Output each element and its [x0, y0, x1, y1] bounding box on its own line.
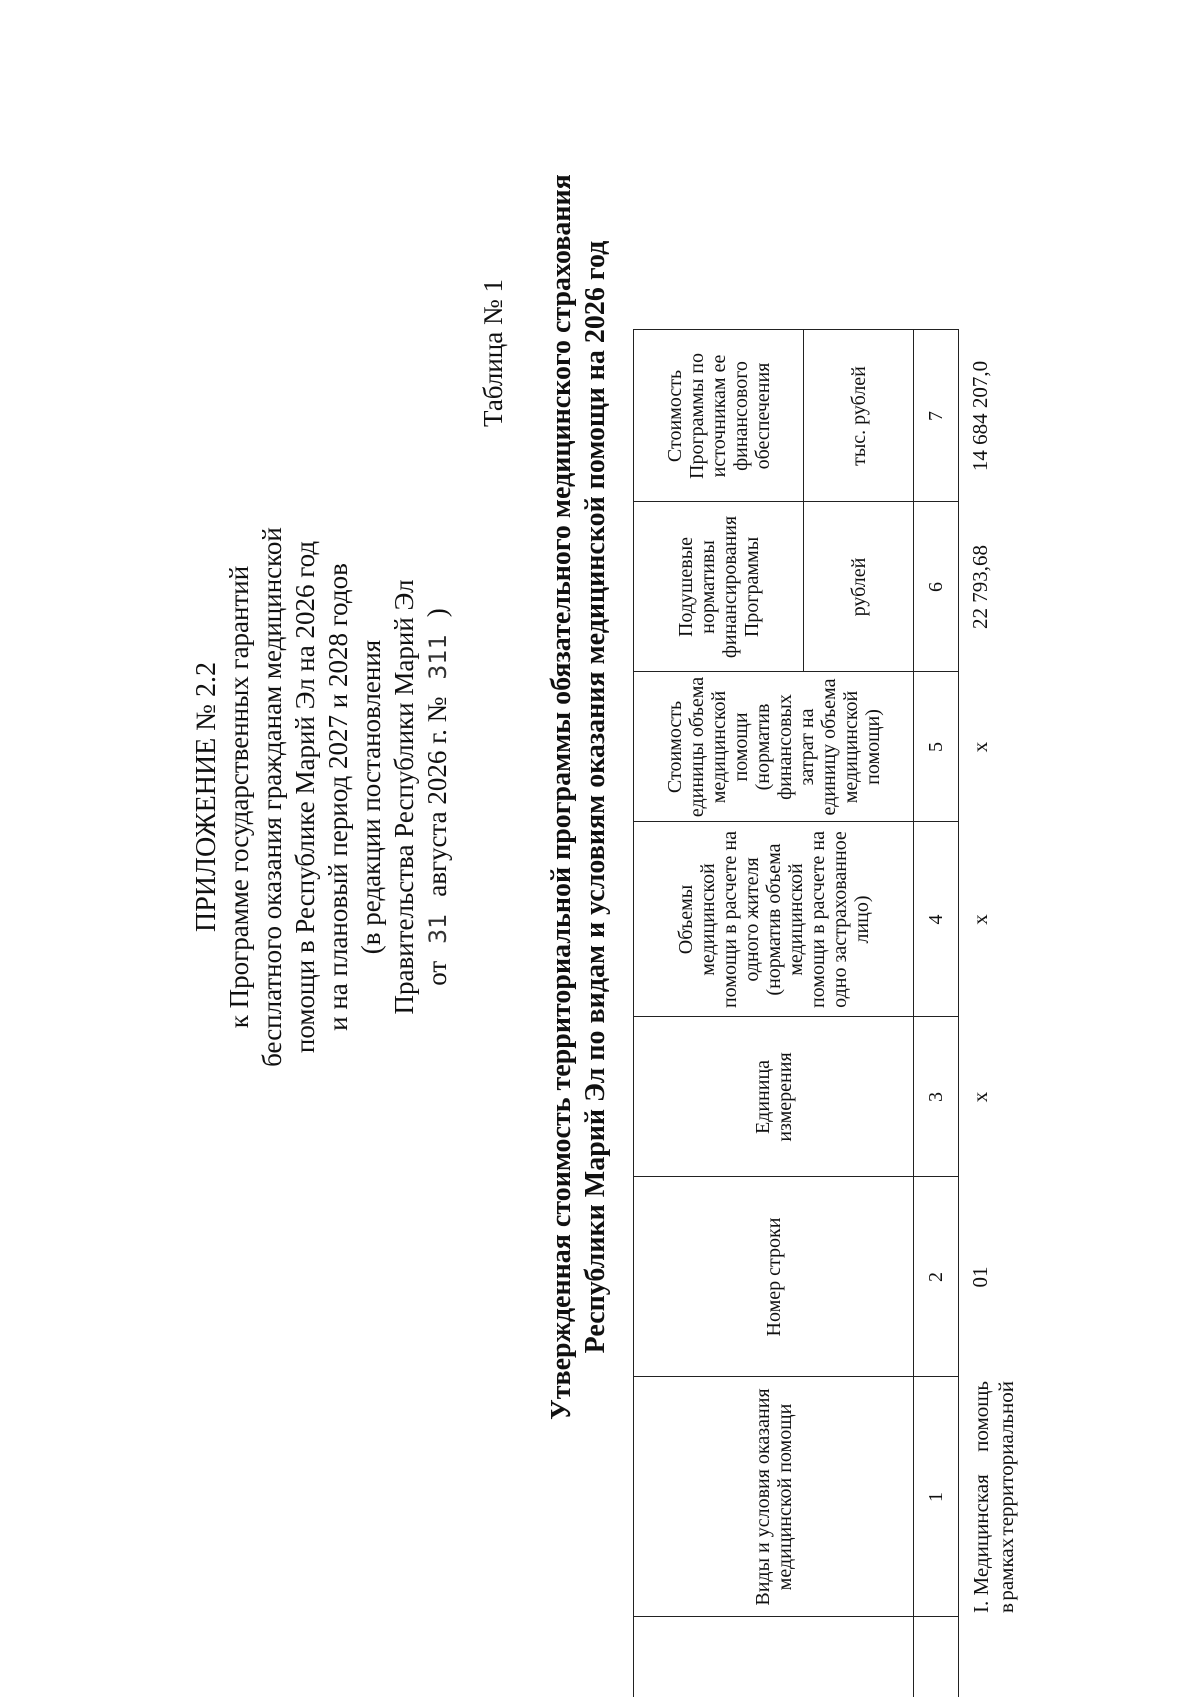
title-line: Утвержденная стоимость территориальной программы обязательного медицинского страхования	[546, 174, 577, 1420]
decree-suffix: )	[422, 608, 452, 618]
table-number: Таблица № 1	[478, 279, 508, 427]
row-per-capita: 22 793,68	[959, 502, 1032, 672]
header-cell: Стоимость единицы объема медицинской помощи (норматив финансовых затрат на единицу объема медицинской помощи)	[634, 672, 914, 822]
header-cell: Номер строки	[634, 1177, 914, 1377]
row-name-part: рамках	[994, 1537, 1018, 1601]
row-name-part: территориальной	[994, 1381, 1018, 1536]
header-cell: Подушевые нормативы финансирования Программы	[634, 502, 804, 672]
unit-cell: рублей	[804, 502, 914, 672]
row-name	[959, 1377, 1032, 1617]
document-title	[545, 47, 613, 1547]
decree-month-year: августа 2026 г. №	[422, 696, 452, 897]
decree-number: 311	[424, 634, 452, 680]
appendix-line: Правительства Республики Марий Эл	[389, 579, 419, 1015]
header-cell: Виды и условия оказания медицинской помощи	[634, 1377, 914, 1617]
column-number: 6	[914, 502, 959, 672]
header-cell: Объемы медицинской помощи в расчете на одного жителя (норматив объема медицинской помощи в расчете на одно застрахованное лицо)	[634, 822, 914, 1017]
row-name-part: в	[994, 1603, 1018, 1613]
column-number: 2	[914, 1177, 959, 1377]
row-unit-cost: x	[959, 672, 1032, 822]
row-name-part: I. Медицинская	[969, 1474, 993, 1613]
decree-day: 31	[424, 913, 452, 945]
column-number: 1	[914, 1377, 959, 1617]
row-total: 14 684 207,0	[959, 330, 1032, 502]
appendix-line: бесплатного оказания гражданам медицинской	[257, 527, 287, 1067]
blank-cell	[959, 1617, 1032, 1697]
row-unit: x	[959, 1017, 1032, 1177]
column-number: 7	[914, 330, 959, 502]
column-number: 5	[914, 672, 959, 822]
blank-cell	[634, 1617, 914, 1697]
column-number: 3	[914, 1017, 959, 1177]
appendix-line: (в редакции постановления	[356, 639, 386, 955]
column-number: 4	[914, 822, 959, 1017]
appendix-header	[190, 147, 455, 1447]
appendix-line: к Программе государственных гарантий	[224, 565, 254, 1029]
title-line: Республики Марий Эл по видам и условиям оказания медицинской помощи на 2026 год	[580, 240, 611, 1354]
appendix-line: и на плановый период 2027 и 2028 годов	[323, 563, 353, 1031]
decree-prefix: от	[422, 960, 452, 986]
unit-cell: тыс. рублей	[804, 330, 914, 502]
cost-table	[633, 330, 1031, 1697]
blank-cell	[914, 1617, 959, 1697]
header-cell: Стоимость Программы по источникам ее финансового обеспечения	[634, 330, 804, 502]
table-row	[959, 330, 1032, 1697]
header-cell: Единица измерения	[634, 1017, 914, 1177]
decree-line	[421, 147, 455, 1447]
row-name-part: помощь	[969, 1381, 993, 1452]
row-volume: x	[959, 822, 1032, 1017]
appendix-line: помощи в Республике Марий Эл на 2026 год	[290, 540, 320, 1054]
appendix-title: ПРИЛОЖЕНИЕ № 2.2	[191, 662, 222, 932]
row-number: 01	[959, 1177, 1032, 1377]
